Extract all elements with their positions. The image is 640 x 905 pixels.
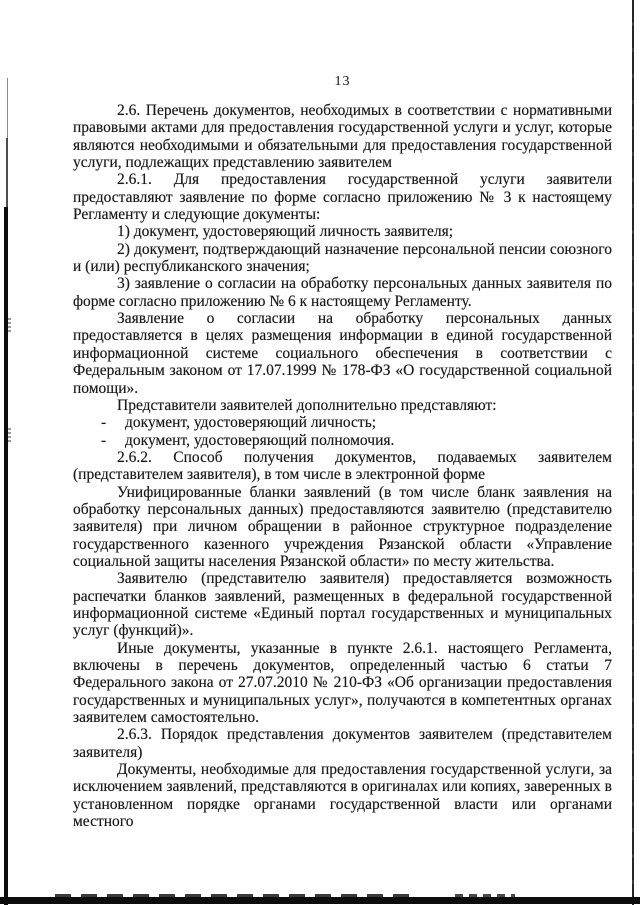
paragraph: 2) документ, подтверждающий назначение персональной пенсии союзного и (или) республиканского значения; xyxy=(73,240,612,276)
page-number: 13 xyxy=(334,74,351,89)
scan-edge-bottom xyxy=(0,897,640,904)
paragraph: 2.6.1. Для предоставления государственной услуги заявители предоставляют заявление по форме согласно приложению № 3 к настоящему Регламенту и следующие документы: xyxy=(73,171,612,224)
scan-edge-left-mid xyxy=(6,138,8,208)
list-item xyxy=(73,414,612,431)
paragraph: 2.6.3. Порядок представления документов заявителем (представителем заявителя) xyxy=(73,726,612,761)
paragraph: Документы, необходимые для предоставления государственной услуги, за исключением заявлений, представляются в оригиналах или копиях, заверенных в установленном порядке органами государственной власти или органами местного xyxy=(73,761,612,831)
list-dash: - xyxy=(101,414,107,432)
list-item xyxy=(73,432,612,449)
list-dash: - xyxy=(101,431,107,449)
paragraph: Заявителю (представителю заявителя) предоставляется возможность распечатки бланков заявлений, размещенных в федеральной государственной информационной системе «Единый портал государственных и муниципальных услуг (функций)». xyxy=(73,570,612,640)
document-body xyxy=(73,102,612,830)
paragraph: 1) документ, удостоверяющий личность заявителя; xyxy=(117,223,454,241)
scan-edge-left-mark xyxy=(8,318,11,334)
paragraph: 3) заявление о согласии на обработку персональных данных заявителя по форме согласно приложению № 6 к настоящему Регламенту. xyxy=(73,275,612,310)
scan-edge-left-bar xyxy=(4,207,8,905)
paragraph: 2.6.2. Способ получения документов, подаваемых заявителем (представителем заявителя), в том числе в электронной форме xyxy=(73,448,612,484)
paragraph: 2.6. Перечень документов, необходимых в соответствии с нормативными правовыми актами для предоставления государственной услуги и услуг, которые являются необходимыми и обязательными для предоставления государственной услуги, подлежащих представлению заявителем xyxy=(73,102,612,172)
scan-edge-left-thin xyxy=(7,78,8,140)
list-item-text: документ, удостоверяющий личность; xyxy=(125,414,377,432)
scan-edge-right xyxy=(632,0,634,905)
list-item-text: документ, удостоверяющий полномочия. xyxy=(125,431,395,449)
paragraph: Заявление о согласии на обработку персональных данных предоставляется в целях размещения информации в единой государственной информационной системе социального обеспечения в соответствии с Федеральным законом от 17.07.1999 № 178-ФЗ «О государственной социальной помощи». xyxy=(73,310,612,397)
paragraph: Представители заявителей дополнительно представляют: xyxy=(117,396,497,414)
paragraph: Иные документы, указанные в пункте 2.6.1. настоящего Регламента, включены в перечень документов, определенный частью 6 статьи 7 Федерального закона от 27.07.2010 № 210-ФЗ «Об организации предоставления государственных и муниципальных услуг», получаются в компетентных органах заявителем самостоятельно. xyxy=(73,639,612,727)
paragraph: Унифицированные бланки заявлений (в том числе бланк заявления на обработку персональных данных) предоставляются заявителю (представителю заявителя) при личном обращении в районное структурное подразделение государственного казенного учреждения Рязанской области «Управление социальной защиты населения Рязанской области» по месту жительства. xyxy=(73,483,612,570)
scan-edge-left-mark xyxy=(8,428,11,442)
